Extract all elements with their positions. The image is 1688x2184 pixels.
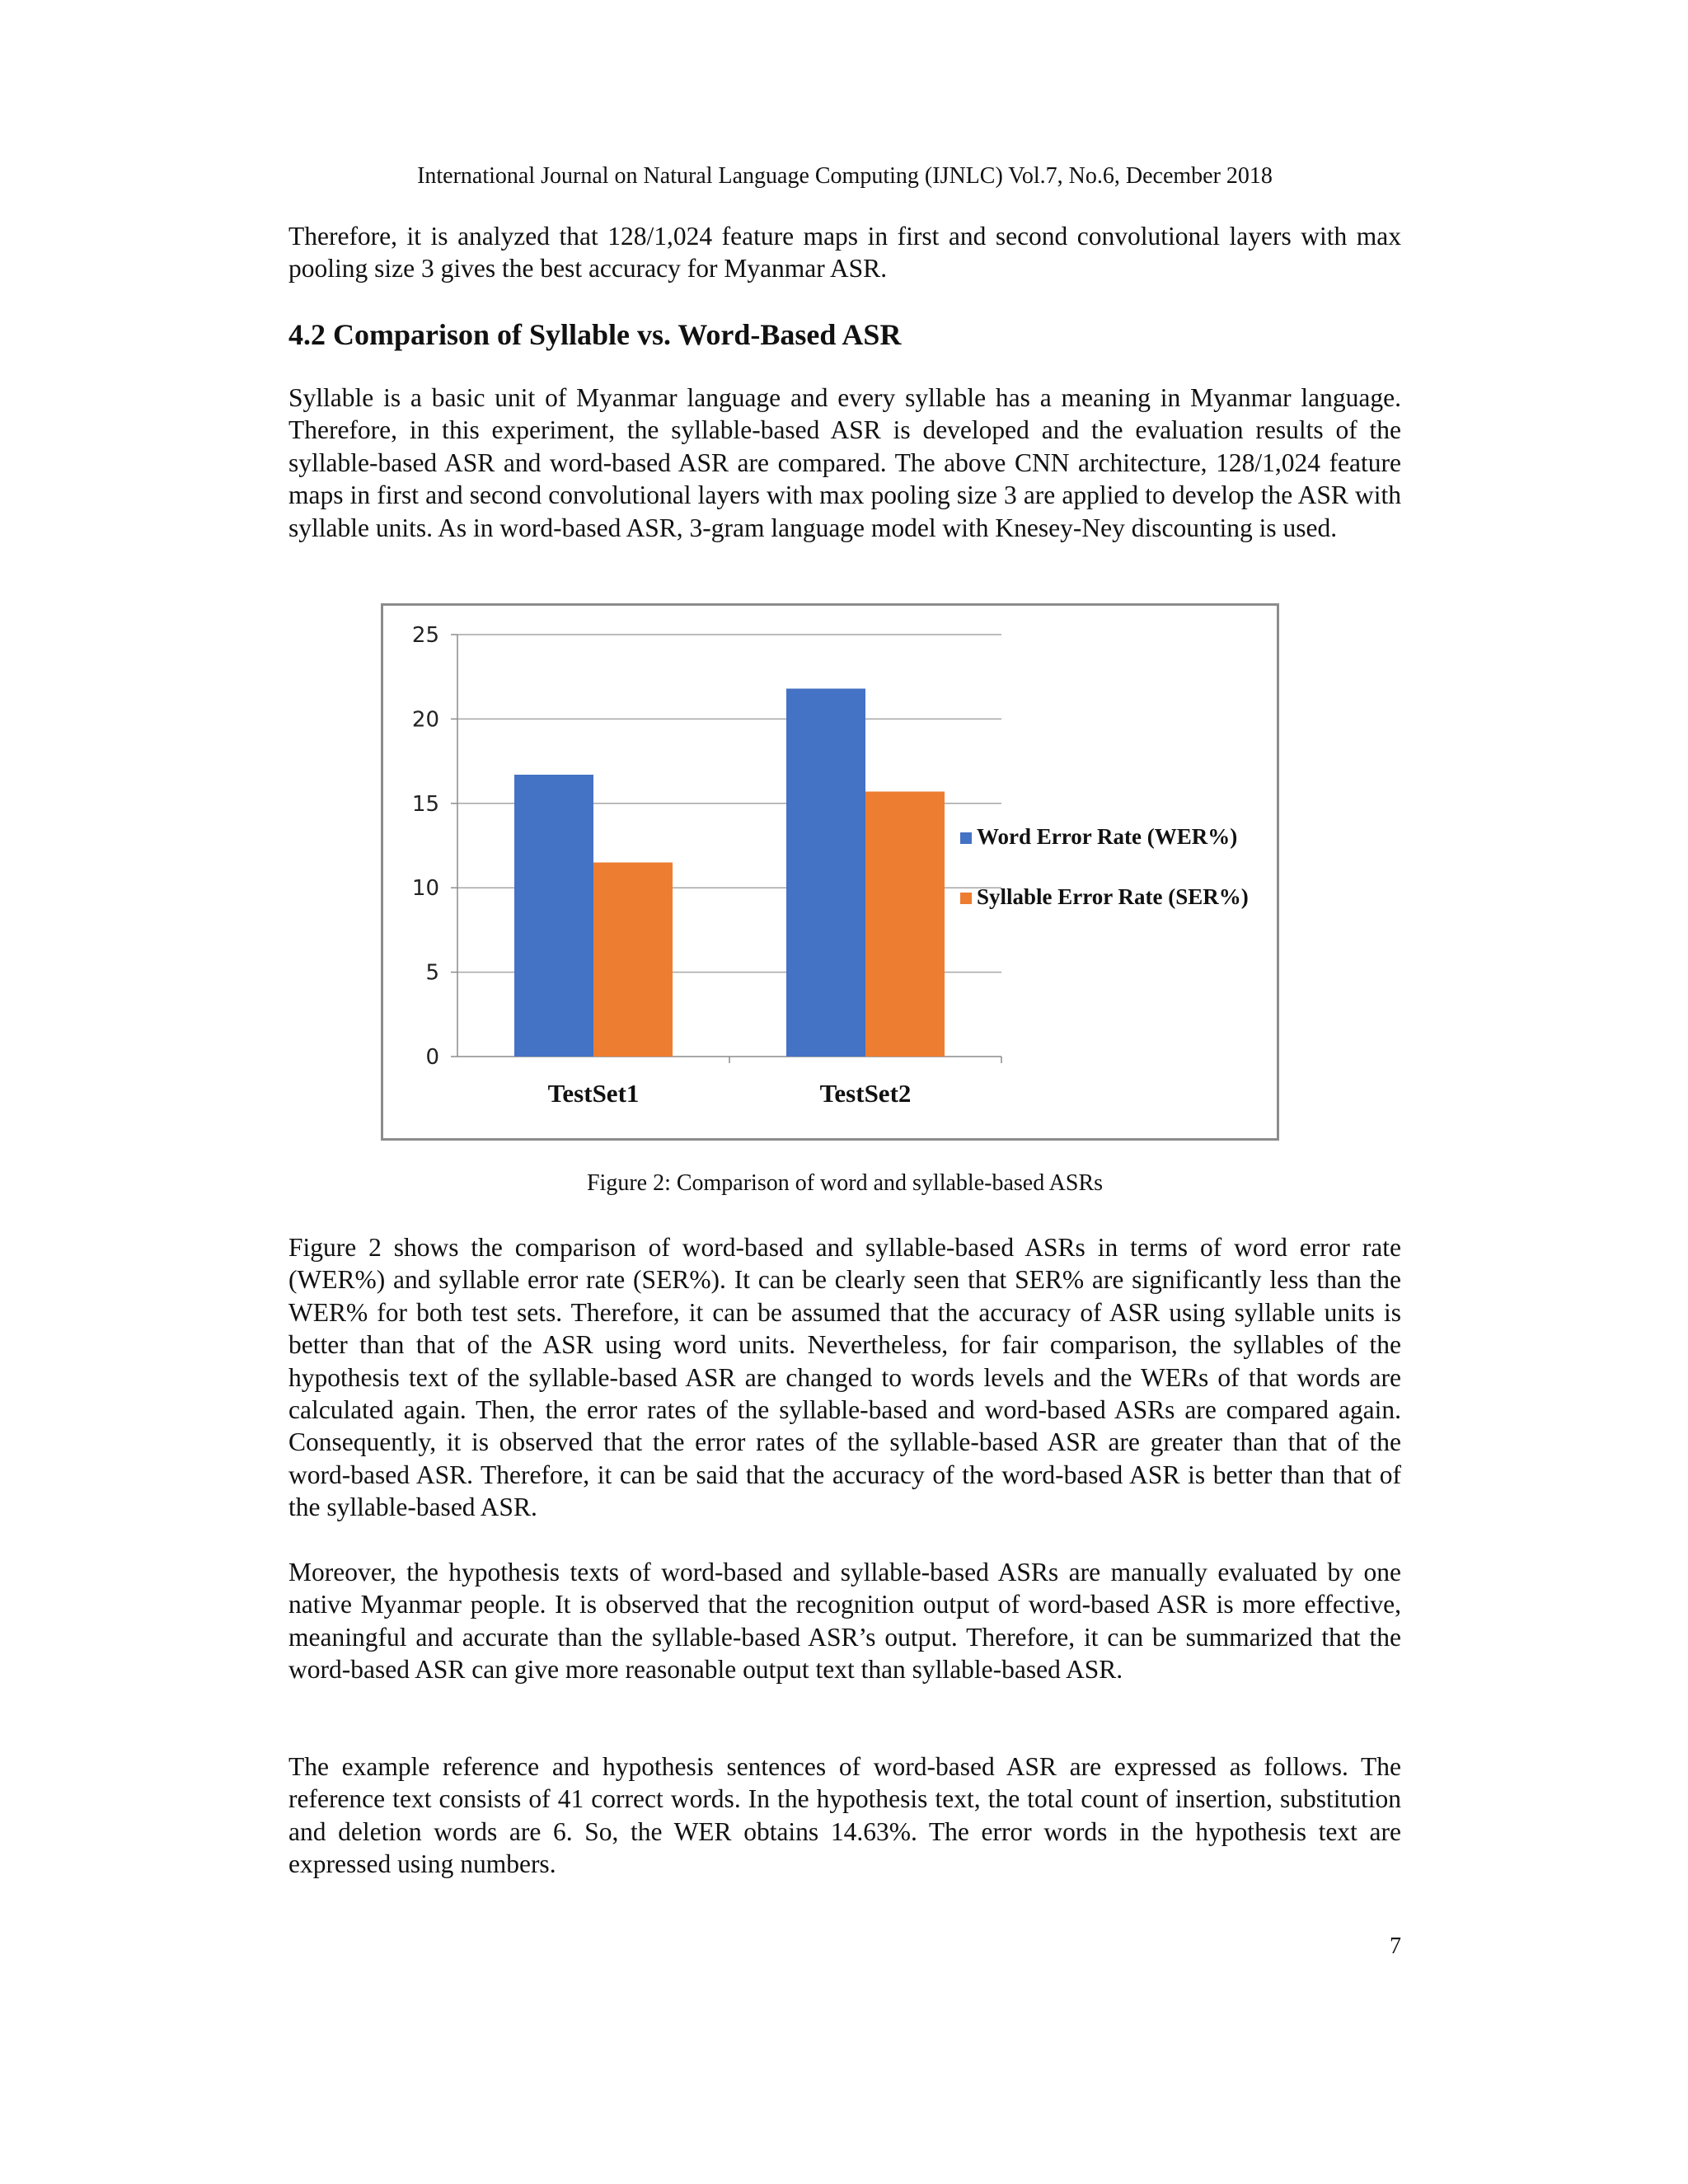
paragraph-manual-eval: Moreover, the hypothesis texts of word-based and syllable-based ASRs are manually evaluated by one native Myanmar people. It is observed that the recognition output of word-based ASR is more effective, meaningful and accurate than the syllable-based ASR’s output. Therefore, it can be summarized that the word-based ASR can give more reasonable output text than syllable-based ASR.: [288, 1558, 1401, 1685]
section-title: 4.2 Comparison of Syllable vs. Word-Based ASR: [288, 318, 902, 351]
bar-testset2-wer: [786, 689, 865, 1057]
paragraph-intro: Therefore, it is analyzed that 128/1,024 feature maps in first and second convolutional layers with max pooling size 3 gives the best accuracy for Myanmar ASR.: [288, 222, 1401, 284]
y-tick-label: 20: [411, 707, 439, 733]
paragraph-discussion: Figure 2 shows the comparison of word-based and syllable-based ASRs in terms of word error rate (WER%) and syllable error rate (SER%). It can be clearly seen that SER% are significantly less than the WER% for both test sets. Therefore, it can be assumed that the accuracy of ASR using syllable units is better than that of the ASR using word units. Nevertheless, for fair comparison, the syllables of the hypothesis text of the syllable-based ASR are changed to words levels and the WERs of that words are calculated again. Then, the error rates of the syllable-based and word-based ASRs are compared again. Consequently, it is observed that the error rates of the syllable-based ASR are greater than that of the word-based ASR. Therefore, it can be said that the accuracy of the word-based ASR is better than that of the syllable-based ASR.: [288, 1233, 1401, 1522]
legend-swatch: [960, 893, 972, 904]
journal-header: International Journal on Natural Language Computing (IJNLC) Vol.7, No.6, December 2018: [417, 163, 1273, 189]
y-tick-label: 25: [411, 623, 439, 648]
page-number: 7: [1390, 1933, 1401, 1959]
bar-testset1-wer: [514, 775, 593, 1057]
paragraph-example: The example reference and hypothesis sentences of word-based ASR are expressed as follows. The reference text consists of 41 correct words. In the hypothesis text, the total count of insertion, substitution and deletion words are 6. So, the WER obtains 14.63%. The error words in the hypothesis text are expressed using numbers.: [288, 1752, 1401, 1879]
legend-label: Syllable Error Rate (SER%): [977, 884, 1249, 909]
x-category-label: TestSet1: [547, 1079, 640, 1108]
y-tick-label: 15: [411, 791, 439, 817]
y-tick-label: 5: [425, 960, 439, 986]
bar-testset1-ser: [593, 862, 673, 1057]
bar-testset2-ser: [865, 791, 945, 1057]
bar-chart: [383, 606, 1277, 1138]
figure-caption: Figure 2: Comparison of word and syllable-based ASRs: [586, 1170, 1104, 1196]
y-tick-label: 10: [411, 876, 439, 902]
paragraph-experiment: Syllable is a basic unit of Myanmar language and every syllable has a meaning in Myanmar language. Therefore, in this experiment, the syllable-based ASR is developed and the evaluation results of the syllable-based ASR and word-based ASR are compared. The above CNN architecture, 128/1,024 feature maps in first and second convolutional layers with max pooling size 3 are applied to develop the ASR with syllable units. As in word-based ASR, 3-gram language model with Knesey-Ney discounting is used.: [288, 383, 1401, 542]
legend-swatch: [960, 832, 972, 844]
x-category-label: TestSet2: [819, 1079, 912, 1108]
y-tick-label: 0: [425, 1045, 439, 1070]
figure-2-chart: [381, 603, 1279, 1141]
legend-label: Word Error Rate (WER%): [977, 824, 1238, 849]
